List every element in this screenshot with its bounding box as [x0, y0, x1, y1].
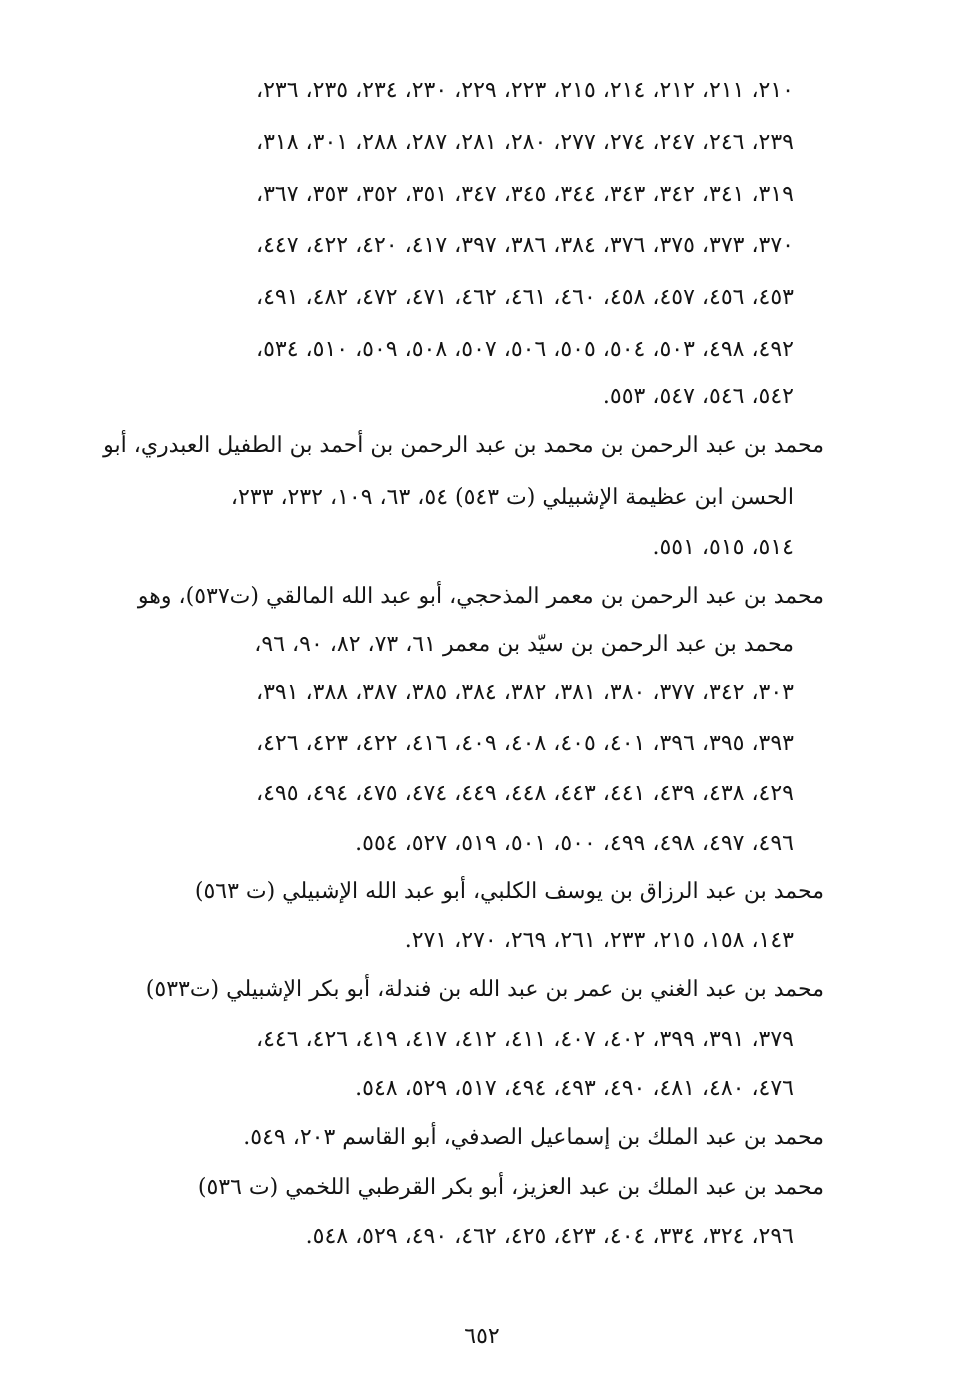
- entry-ibn-muammar-line-3: ٣٠٣، ٣٤٢، ٣٧٧، ٣٨٠، ٣٨١، ٣٨٢، ٣٨٤، ٣٨٥، ٣٨٧، ٣٨٨، ٣٩١،: [255, 680, 794, 705]
- entry-ibn-muammar-line-6: ٤٩٦، ٤٩٧، ٤٩٨، ٤٩٩، ٥٠٠، ٥٠١، ٥١٩، ٥٢٧، ٥٥٤.: [355, 831, 794, 856]
- entry-continuation-line-5: ٤٥٣، ٤٥٦، ٤٥٧، ٤٥٨، ٤٦٠، ٤٦١، ٤٦٢، ٤٧١، ٤٧٢، ٤٨٢، ٤٩١،: [255, 285, 794, 310]
- entry-ibn-fandala-line-3: ٤٧٦، ٤٨٠، ٤٨١، ٤٩٠، ٤٩٣، ٤٩٤، ٥١٧، ٥٢٩، ٥٤٨.: [355, 1076, 794, 1101]
- entry-continuation-line-4: ٣٧٠، ٣٧٣، ٣٧٥، ٣٧٦، ٣٨٤، ٣٨٦، ٣٩٧، ٤١٧، ٤٢٠، ٤٢٢، ٤٤٧،: [255, 233, 794, 258]
- entry-ibn-muammar-line-2: محمد بن عبد الرحمن بن سيّد بن معمر ٦١، ٧٣، ٨٢، ٩٠، ٩٦،: [254, 632, 794, 657]
- entry-continuation-line-1: ٢١٠، ٢١١، ٢١٢، ٢١٤، ٢١٥، ٢٢٣، ٢٢٩، ٢٣٠، ٢٣٤، ٢٣٥، ٢٣٦،: [255, 78, 794, 103]
- entry-continuation-line-6: ٤٩٢، ٤٩٨، ٥٠٣، ٥٠٤، ٥٠٥، ٥٠٦، ٥٠٧، ٥٠٨، ٥٠٩، ٥١٠، ٥٣٤،: [255, 337, 794, 362]
- page-number: ٦٥٢: [464, 1324, 500, 1349]
- entry-ibn-azima-heading: محمد بن عبد الرحمن بن محمد بن عبد الرحمن بن أحمد بن الطفيل العبدري، أبو: [103, 433, 824, 458]
- entry-al-lakhmi-line-2: ٢٩٦، ٣٢٤، ٣٣٤، ٤٠٤، ٤٢٣، ٤٢٥، ٤٦٢، ٤٩٠، ٥٢٩، ٥٤٨.: [305, 1224, 794, 1249]
- entry-ibn-azima-line-2: الحسن ابن عظيمة الإشبيلي (ت ٥٤٣) ٥٤، ٦٣، ١٠٩، ٢٣٢، ٢٣٣،: [230, 485, 794, 510]
- entry-ibn-muammar-line-4: ٣٩٣، ٣٩٥، ٣٩٦، ٤٠١، ٤٠٥، ٤٠٨، ٤٠٩، ٤١٦، ٤٢٢، ٤٢٣، ٤٢٦،: [255, 731, 794, 756]
- entry-continuation-line-2: ٢٣٩، ٢٤٦، ٢٤٧، ٢٧٤، ٢٧٧، ٢٨٠، ٢٨١، ٢٨٧، ٢٨٨، ٣٠١، ٣١٨،: [255, 130, 794, 155]
- entry-ibn-muammar-line-5: ٤٢٩، ٤٣٨، ٤٣٩، ٤٤١، ٤٤٣، ٤٤٨، ٤٤٩، ٤٧٤، ٤٧٥، ٤٩٤، ٤٩٥،: [255, 781, 794, 806]
- entry-ibn-fandala-line-2: ٣٧٩، ٣٩١، ٣٩٩، ٤٠٢، ٤٠٧، ٤١١، ٤١٢، ٤١٧، ٤١٩، ٤٢٦، ٤٤٦،: [255, 1027, 794, 1052]
- entry-ibn-fandala-heading: محمد بن عبد الغني بن عمر بن عبد الله بن فندلة، أبو بكر الإشبيلي (ت٥٣٣): [145, 977, 824, 1002]
- entry-al-kalbi-line-2: ١٤٣، ١٥٨، ٢١٥، ٢٣٣، ٢٦١، ٢٦٩، ٢٧٠، ٢٧١.: [404, 928, 794, 953]
- entry-al-kalbi-heading: محمد بن عبد الرزاق بن يوسف الكلبي، أبو عبد الله الإشبيلي (ت ٥٦٣): [194, 879, 824, 904]
- entry-al-lakhmi-heading: محمد بن عبد الملك بن عبد العزيز، أبو بكر القرطبي اللخمي (ت ٥٣٦): [197, 1175, 824, 1200]
- entry-al-sadafi-heading: محمد بن عبد الملك بن إسماعيل الصدفي، أبو القاسم ٢٠٣، ٥٤٩.: [243, 1125, 824, 1150]
- entry-ibn-muammar-heading: محمد بن عبد الرحمن بن معمر المذحجي، أبو عبد الله المالقي (ت٥٣٧)، وهو: [137, 584, 824, 609]
- entry-continuation-line-7: ٥٤٢، ٥٤٦، ٥٤٧، ٥٥٣.: [602, 384, 794, 409]
- entry-ibn-azima-line-3: ٥١٤، ٥١٥، ٥٥١.: [652, 535, 794, 560]
- entry-continuation-line-3: ٣١٩، ٣٤١، ٣٤٢، ٣٤٣، ٣٤٤، ٣٤٥، ٣٤٧، ٣٥١، ٣٥٢، ٣٥٣، ٣٦٧،: [255, 182, 794, 207]
